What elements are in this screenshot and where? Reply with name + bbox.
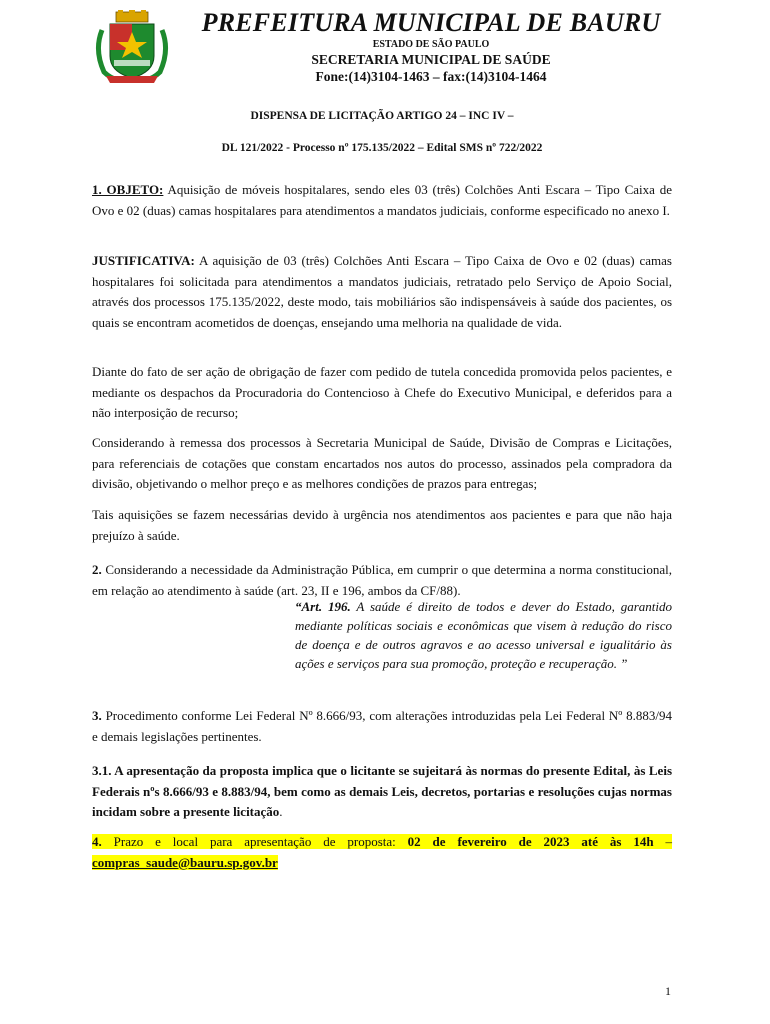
item-3-text: Procedimento conforme Lei Federal Nº 8.666/93, com alterações introduzidas pela Lei Federal Nº 8.883/94 e demais legislações pertinentes. (92, 708, 672, 744)
document-title: DISPENSA DE LICITAÇÃO ARTIGO 24 – INC IV – (250, 110, 514, 122)
justificativa-text: A aquisição de 03 (três) Colchões Anti Escara – Tipo Caixa de Ovo e 02 (duas) camas hospitalares foi solicitada para atendimentos a mandatos judiciais, retratado pelo Serviço de Apoio Social, através dos processos 175.135/2022, deste modo, tais mobiliários são indispensáveis à saúde dos pacientes, os quais se encontram acometidos de doenças, ensejando uma melhoria na qualidade de vida. (92, 253, 672, 330)
item-4-paragraph (92, 832, 672, 873)
department-name: SECRETARIA MUNICIPAL DE SAÚDE (311, 52, 551, 67)
item-4-deadline: 02 de fevereiro de 2023 até às 14h (407, 834, 654, 849)
justificativa-paragraph (92, 251, 672, 333)
item-3-paragraph (92, 706, 672, 747)
item-4-number: 4. (92, 834, 102, 849)
item-3-number: 3. (92, 708, 102, 723)
item-3-1-text: 3.1. A apresentação da proposta implica que o licitante se sujeitará às normas do presente Edital, às Leis Federais nºs 8.666/93 e 8.883/94, bem como as demais Leis, decretos, portarias e resoluções cujas normas incidam sobre a presente licitação (92, 763, 672, 819)
email-link[interactable]: compras_saude@bauru.sp.gov.br (92, 854, 278, 870)
state-name: ESTADO DE SÃO PAULO (372, 39, 490, 50)
constitution-quote (295, 597, 672, 673)
objeto-paragraph (92, 180, 672, 221)
phone-fax: Fone:(14)3104-1463 – fax:(14)3104-1464 (315, 69, 547, 84)
item-2-paragraph (92, 560, 672, 601)
tais-paragraph: Tais aquisições se fazem necessárias devido à urgência nos atendimentos aos pacientes e para que não haja prejuízo à saúde. (92, 507, 672, 543)
justificativa-label: JUSTIFICATIVA: (92, 253, 195, 268)
item-4-dash: – (653, 834, 672, 849)
objeto-label: 1. OBJETO: (92, 182, 164, 197)
objeto-text: Aquisição de móveis hospitalares, sendo eles 03 (três) Colchões Anti Escara – Tipo Caixa de Ovo e 02 (duas) camas hospitalares para atendimentos a mandatos judiciais, conforme especificado no anexo I. (92, 182, 672, 218)
item-2-number: 2. (92, 562, 102, 577)
item-3-1-paragraph (92, 761, 672, 823)
municipality-title: PREFEITURA MUNICIPAL DE BAURU (201, 8, 661, 37)
item-3-1-end: . (279, 804, 283, 819)
document-subtitle: DL 121/2022 - Processo nº 175.135/2022 – Edital SMS nº 722/2022 (221, 142, 543, 154)
bauru-coat-of-arms-logo (92, 10, 172, 84)
quote-lead: “Art. 196. (295, 599, 351, 614)
diante-paragraph: Diante do fato de ser ação de obrigação de fazer com pedido de tutela concedida promovida pelos pacientes, e mediante os despachos da Procuradoria do Contencioso à Chefe do Executivo Municipal, e deferidos para a não interposição de recurso; (92, 364, 672, 420)
quote-text: A saúde é direito de todos e dever do Estado, garantido mediante políticas sociais e econômicas que visem à redução do risco de doença e de outros agravos e ao acesso universal e igualitário às ações e serviços para sua promoção, proteção e recuperação. ” (295, 599, 672, 671)
item-4-text: Prazo e local para apresentação de proposta: (101, 834, 408, 849)
considerando-paragraph: Considerando à remessa dos processos à Secretaria Municipal de Saúde, Divisão de Compras e Licitações, para referenciais de cotações que constam encartados nos autos do processo, assinados pela compradora da divisão, objetivando o melhor preço e as melhores condições de prazos para entregas; (92, 435, 672, 491)
item-2-text: Considerando a necessidade da Administração Pública, em cumprir o que determina a norma constitucional, em relação ao atendimento à saúde (art. 23, II e 196, ambos da CF/88). (92, 562, 672, 598)
page-number: 1 (665, 984, 671, 998)
